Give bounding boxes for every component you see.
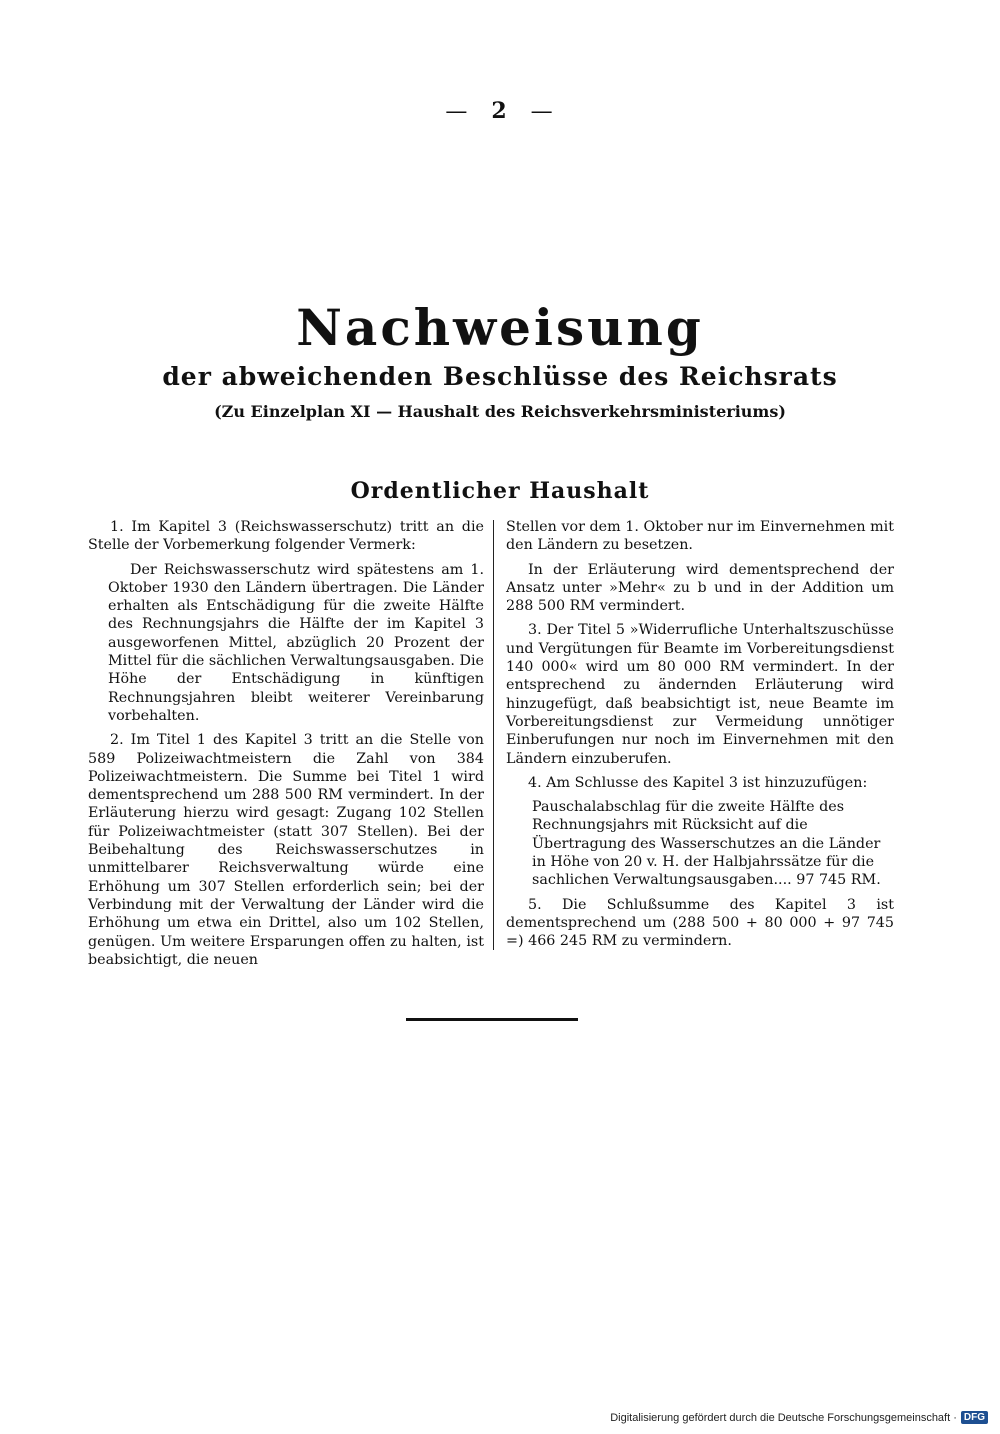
dash-right: — bbox=[530, 99, 555, 124]
paragraph-3: 3. Der Titel 5 »Widerrufliche Unterhaltszuschüsse und Vergütungen für Beamte im Vorbereitungsdienst 140 000« wird um 80 000 RM vermindert. In der entsprechend zu ändernden Erläuterung wird hinzugefügt, daß beabsichtigt ist, neue Beamte im Vorbereitungsdienst zur Vermeidung unnötiger Einberufungen nur noch im Einvernehmen mit den Ländern einzuberufen. bbox=[506, 622, 894, 767]
dash-left: — bbox=[445, 99, 470, 124]
column-divider bbox=[493, 520, 494, 950]
paragraph-2: 2. Im Titel 1 des Kapitel 3 tritt an die Stelle von 589 Polizeiwachtmeistern die Zahl von 384 Polizeiwachtmeistern. Die Summe bei Titel 1 wird dementsprechend um 288 500 RM vermindert. In der Erläuterung hierzu wird gesagt: Zugang 102 Stellen für Polizeiwachtmeister (statt 307 Stellen). Bei der Beibehaltung des Reichswasserschutzes in unmittelbarer Reichsverwaltung würde eine Erhöhung um 307 Stellen erforderlich sein; bei der Verbindung mit der Verwaltung der Länder wird die Erhöhung um etwa ein Drittel, also um 102 Stellen, genügen. Um weitere Ersparungen offen zu halten, ist beabsichtigt, die neuen bbox=[88, 732, 484, 968]
paragraph-1: 1. Im Kapitel 3 (Reichswasserschutz) tritt an die Stelle der Vorbemerkung folgender Vermerk: bbox=[88, 519, 484, 554]
dfg-logo-icon: DFG bbox=[961, 1411, 988, 1424]
section-heading: Ordentlicher Haushalt bbox=[350, 478, 650, 504]
paragraph-2-continued: Stellen vor dem 1. Oktober nur im Einvernehmen mit den Ländern zu besetzen. bbox=[506, 519, 894, 554]
paragraph-2-b: In der Erläuterung wird dementsprechend der Ansatz unter »Mehr« zu b und in der Addition um 288 500 RM vermindert. bbox=[506, 561, 894, 615]
page-number bbox=[0, 98, 1000, 124]
document-subtitle: der abweichenden Beschlüsse des Reichsrats bbox=[162, 362, 838, 391]
end-rule bbox=[406, 1018, 578, 1021]
paragraph-4-quote: Pauschalabschlag für die zweite Hälfte des Rechnungsjahrs mit Rücksicht auf die Übertragung des Wasserschutzes an die Länder in Höhe von 20 v. H. der Halbjahrssätze für die sachlichen Verwaltungsausgaben.... 97 745 RM. bbox=[532, 799, 881, 889]
right-column bbox=[506, 518, 894, 957]
footer-text: Digitalisierung gefördert durch die Deutsche Forschungsgemeinschaft · bbox=[610, 1411, 957, 1424]
paragraph-5: 5. Die Schlußsumme des Kapitel 3 ist dementsprechend um (288 500 + 80 000 + 97 745 =) 466 245 RM zu vermindern. bbox=[506, 896, 894, 950]
document-title: Nachweisung bbox=[296, 298, 704, 357]
footer bbox=[610, 1411, 988, 1424]
paragraph-1-quote: Der Reichswasserschutz wird spätestens am 1. Oktober 1930 den Ländern übertragen. Die Länder erhalten als Entschädigung für die zweite Hälfte des Rechnungsjahrs die Hälfte der im Kapitel 3 ausgeworfenen Mittel, abzüglich 20 Prozent der Mittel für die sächlichen Verwaltungsausgaben. Die Höhe der Entschädigung in künftigen Rechnungsjahren bleibt weiterer Vereinbarung vorbehalten. bbox=[108, 561, 484, 724]
paragraph-4: 4. Am Schlusse des Kapitel 3 ist hinzuzufügen: bbox=[528, 774, 868, 791]
document-subsubtitle: (Zu Einzelplan XI — Haushalt des Reichsverkehrsministeriums) bbox=[214, 402, 786, 421]
page-number-value: 2 bbox=[491, 98, 509, 124]
left-column bbox=[88, 518, 484, 975]
